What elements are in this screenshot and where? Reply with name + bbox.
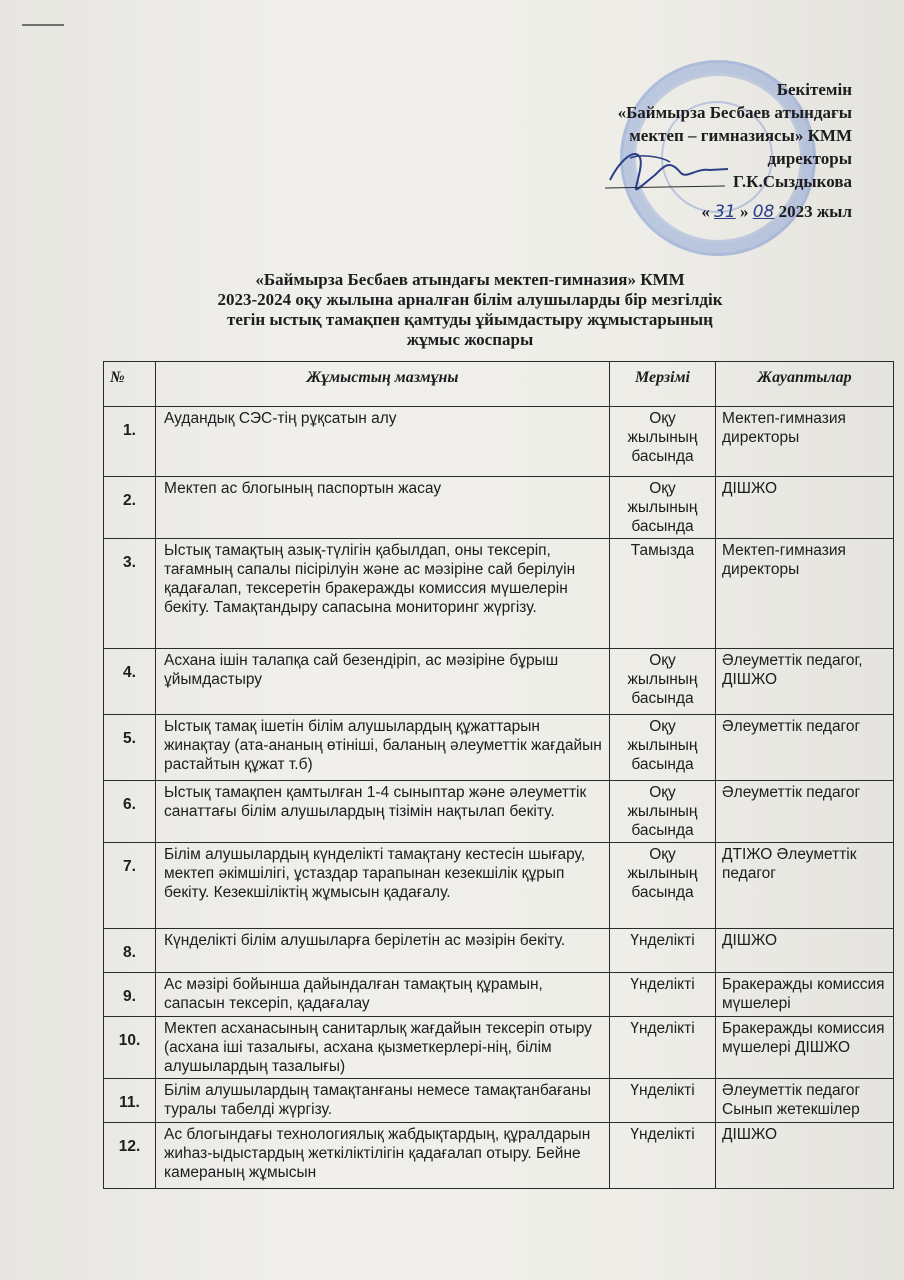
table-row (104, 843, 894, 929)
approval-date-month: 08 (752, 202, 775, 222)
table-row (104, 973, 894, 1017)
row-number: 12. (104, 1123, 156, 1189)
row-number: 4. (104, 649, 156, 715)
row-deadline: Оқу жылының басында (610, 407, 716, 477)
header-number: № (104, 362, 156, 407)
table-row (104, 539, 894, 649)
table-row (104, 1017, 894, 1079)
row-deadline: Үнделікті (610, 973, 716, 1017)
row-deadline: Үнделікті (610, 929, 716, 973)
approval-date-year: 2023 жыл (778, 202, 852, 221)
row-number: 7. (104, 843, 156, 929)
row-number: 2. (104, 477, 156, 539)
table-row (104, 407, 894, 477)
approval-date-day: 31 (714, 202, 736, 222)
header-deadline: Мерзімі (610, 362, 716, 407)
row-content: Күнделікті білім алушыларға берілетін ас мәзірін бекіту. (156, 929, 610, 973)
table-row (104, 477, 894, 539)
row-responsible: Мектеп-гимназия директоры (716, 407, 894, 477)
scan-edge-line (22, 24, 64, 26)
row-content: Мектеп ас блогының паспортын жасау (156, 477, 610, 539)
row-content: Асхана ішін талапқа сай безендіріп, ас мәзіріне бұрыш ұйымдастыру (156, 649, 610, 715)
table-row (104, 781, 894, 843)
row-responsible: Мектеп-гимназия директоры (716, 539, 894, 649)
table-row (104, 649, 894, 715)
row-content: Білім алушылардың тамақтанғаны немесе тамақтанбағаны туралы табелді жүргізу. (156, 1079, 610, 1123)
header-responsible: Жауаптылар (716, 362, 894, 407)
row-content: Аудандық СЭС-тің рұқсатын алу (156, 407, 610, 477)
row-deadline: Оқу жылының басында (610, 781, 716, 843)
title-line: 2023-2024 оқу жылына арналған білім алушыларды бір мезгілдік (217, 290, 723, 309)
row-responsible: ДІШЖО (716, 477, 894, 539)
row-responsible: Әлеуметтік педагог (716, 781, 894, 843)
row-content: Ыстық тамақ ішетін білім алушылардың құжаттарын жинақтау (ата-ананың өтініші, баланың әлеуметтік жағдайын растайтын құжат т.б) (156, 715, 610, 781)
row-number: 9. (104, 973, 156, 1017)
header-content: Жұмыстың мазмұны (156, 362, 610, 407)
approval-line: «Баймырза Бесбаев атындағы (617, 103, 852, 122)
row-content: Білім алушылардың күнделікті тамақтану кестесін шығару, мектеп әкімшілігі, ұстаздар тарапынан кезекшілік құрып бекіту. Кезекшіліктің жұмысын қадағалу. (156, 843, 610, 929)
table-header-row (104, 362, 894, 407)
row-number: 8. (104, 929, 156, 973)
row-deadline: Оқу жылының басында (610, 477, 716, 539)
row-number: 1. (104, 407, 156, 477)
row-number: 10. (104, 1017, 156, 1079)
work-plan-table (103, 361, 894, 1189)
row-number: 6. (104, 781, 156, 843)
row-responsible: ДІШЖО (716, 1123, 894, 1189)
title-line: жұмыс жоспары (406, 330, 534, 349)
row-number: 11. (104, 1079, 156, 1123)
table-row (104, 929, 894, 973)
document-title (160, 270, 780, 350)
approval-block (618, 78, 852, 193)
row-content: Ыстық тамақтың азық-түлігін қабылдап, оны тексеріп, тағамның сапалы пісірілуін және ас мәзіріне сай берілуін қадағалап, тексеретін бракеражды комиссия мүшелерін бекіту. Тамақтандыру сапасына мониторинг жүргізу. (156, 539, 610, 649)
row-content: Ас мәзірі бойынша дайындалған тамақтың құрамын, сапасын тексеріп, қадағалау (156, 973, 610, 1017)
table-row (104, 1123, 894, 1189)
row-responsible: ДТІЖО Әлеуметтік педагог (716, 843, 894, 929)
row-responsible: Бракеражды комиссия мүшелері ДІШЖО (716, 1017, 894, 1079)
approval-date: « 31 » 08 2023 жыл (701, 202, 852, 222)
table-row (104, 715, 894, 781)
row-responsible: Әлеуметтік педагог, ДІШЖО (716, 649, 894, 715)
title-line: «Баймырза Бесбаев атындағы мектеп-гимназия» КММ (255, 270, 685, 289)
row-number: 3. (104, 539, 156, 649)
row-responsible: ДІШЖО (716, 929, 894, 973)
approval-line: директоры (767, 149, 852, 168)
row-responsible: Бракеражды комиссия мүшелері (716, 973, 894, 1017)
row-content: Ас блогындағы технологиялық жабдықтардың, құралдарын жиһаз-ыдыстардың жеткіліктілігін қадағалап отыру. Бейне камераның жұмысын (156, 1123, 610, 1189)
row-deadline: Тамызда (610, 539, 716, 649)
row-content: Мектеп асханасының санитарлық жағдайын тексеріп отыру (асхана іші тазалығы, асхана қызметкерлері-нің, білім алушылардың тазалығы) (156, 1017, 610, 1079)
row-deadline: Үнделікті (610, 1017, 716, 1079)
row-deadline: Оқу жылының басында (610, 715, 716, 781)
row-deadline: Үнделікті (610, 1079, 716, 1123)
row-content: Ыстық тамақпен қамтылған 1-4 сыныптар және әлеуметтік санаттағы білім алушылардың тізімін нақтылап бекіту. (156, 781, 610, 843)
row-deadline: Үнделікті (610, 1123, 716, 1189)
row-number: 5. (104, 715, 156, 781)
row-deadline: Оқу жылының басында (610, 649, 716, 715)
row-responsible: Әлеуметтік педагог (716, 715, 894, 781)
approval-line: мектеп – гимназиясы» КММ (629, 126, 852, 145)
approval-line: Бекітемін (776, 80, 852, 99)
title-line: тегін ыстық тамақпен қамтуды ұйымдастыру жұмыстарының (227, 310, 713, 329)
row-responsible: Әлеуметтік педагог Сынып жетекшілер (716, 1079, 894, 1123)
table-row (104, 1079, 894, 1123)
row-deadline: Оқу жылының басында (610, 843, 716, 929)
approval-director-name: Г.К.Сыздыкова (733, 172, 852, 191)
